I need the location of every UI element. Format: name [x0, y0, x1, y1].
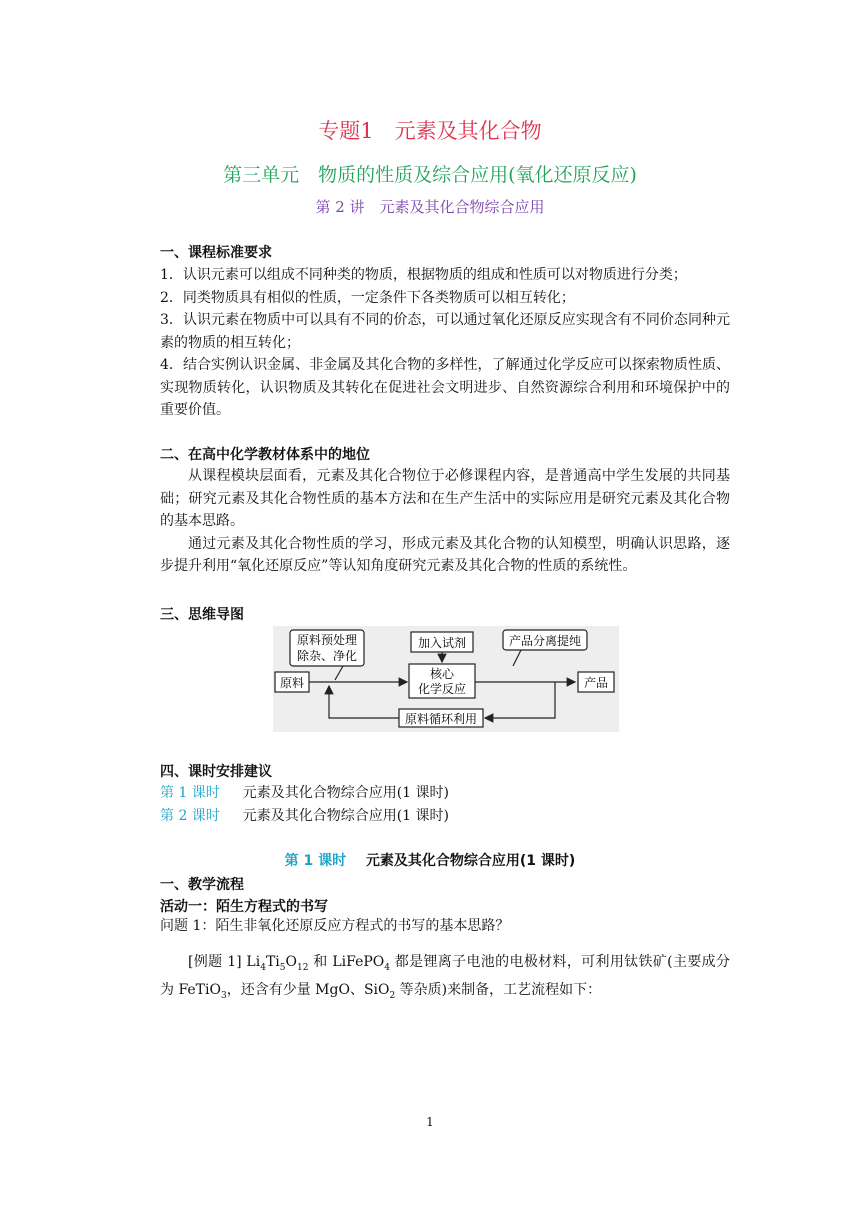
recycle-label: 原料循环利用 — [404, 712, 478, 726]
schedule-text: 元素及其化合物综合应用(1 课时) — [242, 785, 449, 801]
pretreat-label-1: 原料预处理 — [296, 633, 358, 647]
standard-item: 1．认识元素可以组成不同种类的物质，根据物质的组成和性质可以对物质进行分类； — [160, 267, 687, 283]
standard-item: 2．同类物质具有相似的性质，一定条件下各类物质可以相互转化； — [160, 289, 575, 306]
paragraph: 从课程模块层面看，元素及其化合物位于必修课程内容，是普通高中学生发展的共同基础；研究元素及其化合物性质的基本方法和在生产生活中的实际应用是研究元素及其化合物的基本思路。 — [160, 468, 730, 529]
position-paragraphs — [160, 465, 730, 578]
section-heading-position: 二、在高中化学教材体系中的地位 — [160, 447, 370, 463]
schedule-list — [160, 782, 730, 827]
flow-heading: 一、教学流程 — [160, 877, 244, 893]
schedule-text: 元素及其化合物综合应用(1 课时) — [242, 807, 449, 824]
example-1: [例题 1] $Li_4Ti_5O_{12}$ 和 LiFePO$_4$ 都是锂离子电池的电极材料，可利用钛铁矿(主要成分为 FeTiO$_3$，还含有少量 MgO、SiO$_2$ 等杂质)来制备，工艺流程如下： — [160, 954, 730, 1002]
section-heading-standards: 一、课程标准要求 — [160, 245, 272, 261]
lesson-tag: 第 1 课时 — [284, 853, 347, 869]
topic-title: 专题1 元素及其化合物 — [318, 119, 542, 143]
section-heading-schedule: 四、课时安排建议 — [160, 764, 272, 780]
core-label-1: 核心 — [429, 667, 455, 681]
product-label: 产品 — [583, 676, 609, 690]
mind-map-diagram — [273, 626, 619, 732]
raw-label: 原料 — [279, 676, 305, 690]
section-heading-mindmap: 三、思维导图 — [160, 607, 244, 623]
paragraph: 通过元素及其化合物性质的学习，形成元素及其化合物的认知模型，明确认识思路，逐步提升利用“氧化还原反应”等认知角度研究元素及其化合物的性质的系统性。 — [160, 535, 730, 574]
flow-chart — [273, 626, 619, 732]
lesson-title — [0, 850, 860, 870]
unit-title: 第三单元 物质的性质及综合应用(氧化还原反应) — [223, 164, 637, 186]
lesson-link-2[interactable]: 第 2 课时 — [160, 807, 220, 824]
lesson-title-text: 元素及其化合物综合应用(1 课时) — [365, 853, 576, 869]
pretreat-label-2: 除杂、净化 — [296, 649, 358, 663]
lesson-link-1[interactable]: 第 1 课时 — [160, 785, 220, 801]
standard-item: 4．结合实例认识金属、非金属及其化合物的多样性，了解通过化学反应可以探索物质性质、实现物质转化，认识物质及其转化在促进社会文明进步、自然资源综合利用和环境保护中的重要价值。 — [160, 357, 730, 418]
page-number: 1 — [426, 1115, 434, 1129]
reagent-label: 加入试剂 — [417, 636, 467, 650]
lecture-title: 第 2 讲 元素及其化合物综合应用 — [315, 198, 545, 216]
standard-item: 3．认识元素在物质中可以具有不同的价态，可以通过氧化还原反应实现含有不同价态同种元素的物质的相互转化； — [160, 312, 730, 351]
standards-list — [160, 264, 730, 422]
separate-label: 产品分离提纯 — [508, 634, 582, 648]
activity-heading: 活动一：陌生方程式的书写 — [160, 899, 328, 915]
question-1: 问题 1：陌生非氧化还原反应方程式的书写的基本思路？ — [160, 918, 510, 934]
schedule-row — [160, 805, 730, 828]
core-label-2: 化学反应 — [417, 682, 467, 696]
schedule-row — [160, 782, 730, 805]
